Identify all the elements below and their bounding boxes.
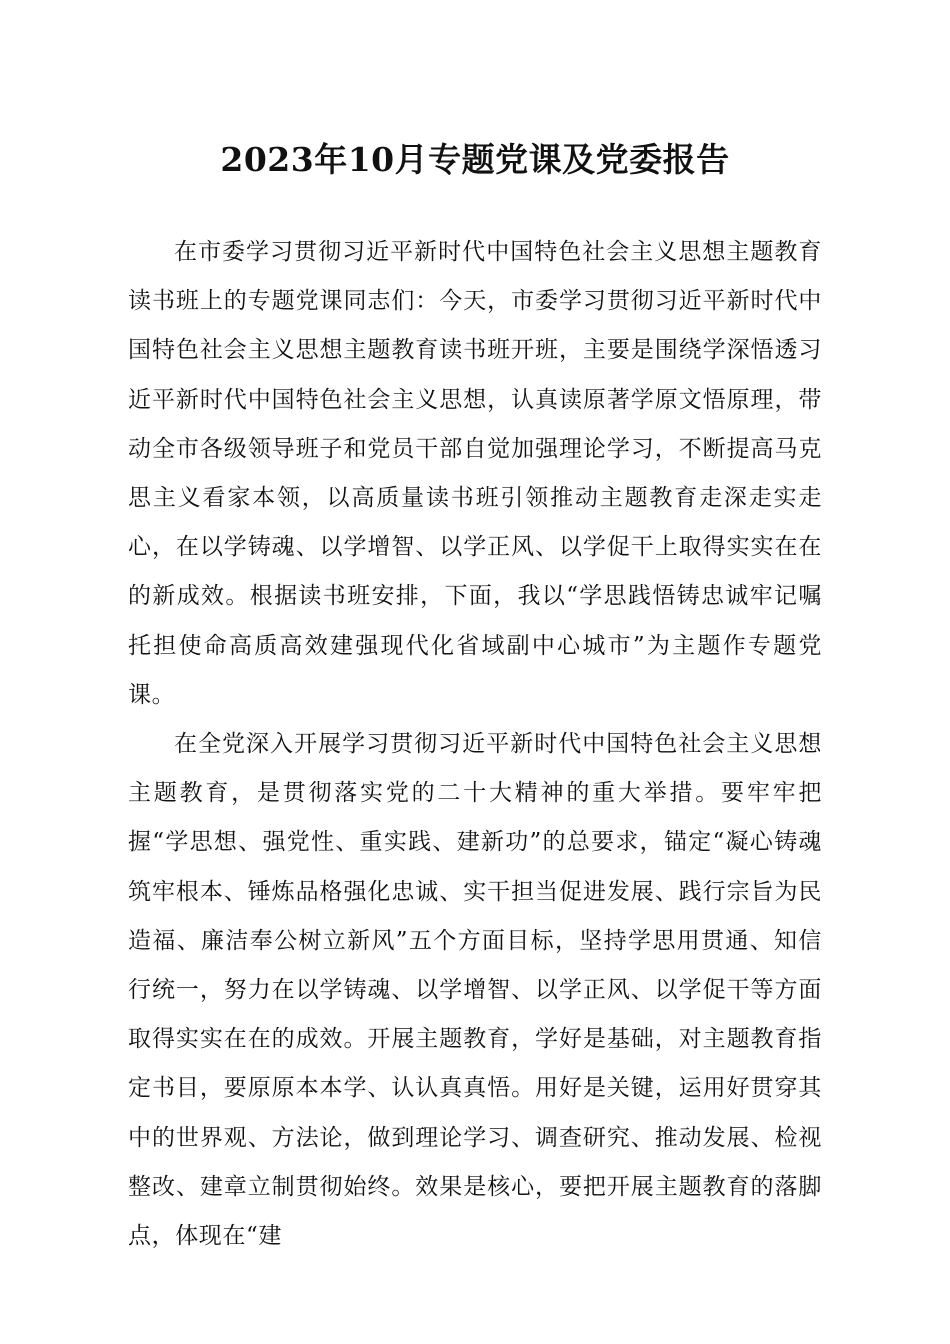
paragraph-2: 在全党深入开展学习贯彻习近平新时代中国特色社会主义思想主题教育，是贯彻落实党的二十大精神的重大举措。要牢牢把握“学思想、强党性、重实践、建新功”的总要求，锚定“凝心铸魂筑牢根本、锤炼品格强化忠诚、实干担当促进发展、践行宗旨为民造福、廉洁奉公树立新风”五个方面目标，坚持学思用贯通、知信行统一，努力在以学铸魂、以学增智、以学正风、以学促干等方面取得实实在在的成效。开展主题教育，学好是基础，对主题教育指定书目，要原原本本学、认认真真悟。用好是关键，运用好贯穿其中的世界观、方法论，做到理论学习、调查研究、推动发展、检视整改、建章立制贯彻始终。效果是核心，要把开展主题教育的落脚点，体现在“建: [128, 731, 822, 1250]
paragraph-1: 在市委学习贯彻习近平新时代中国特色社会主义思想主题教育读书班上的专题党课同志们：今天，市委学习贯彻习近平新时代中国特色社会主义思想主题教育读书班开班，主要是围绕学深悟透习近平新时代中国特色社会主义思想，认真读原著学原文悟原理，带动全市各级领导班子和党员干部自觉加强理论学习，不断提高马克思主义看家本领，以高质量读书班引领推动主题教育走深走实走心，在以学铸魂、以学增智、以学正风、以学促干上取得实实在在的新成效。根据读书班安排，下面，我以“学思践悟铸忠诚牢记嘱托担使命高质高效建强现代化省域副中心城市”为主题作专题党课。: [128, 239, 822, 708]
document-body: [128, 228, 822, 1261]
document-title: 2023年10月专题党课及党委报告: [220, 140, 730, 179]
